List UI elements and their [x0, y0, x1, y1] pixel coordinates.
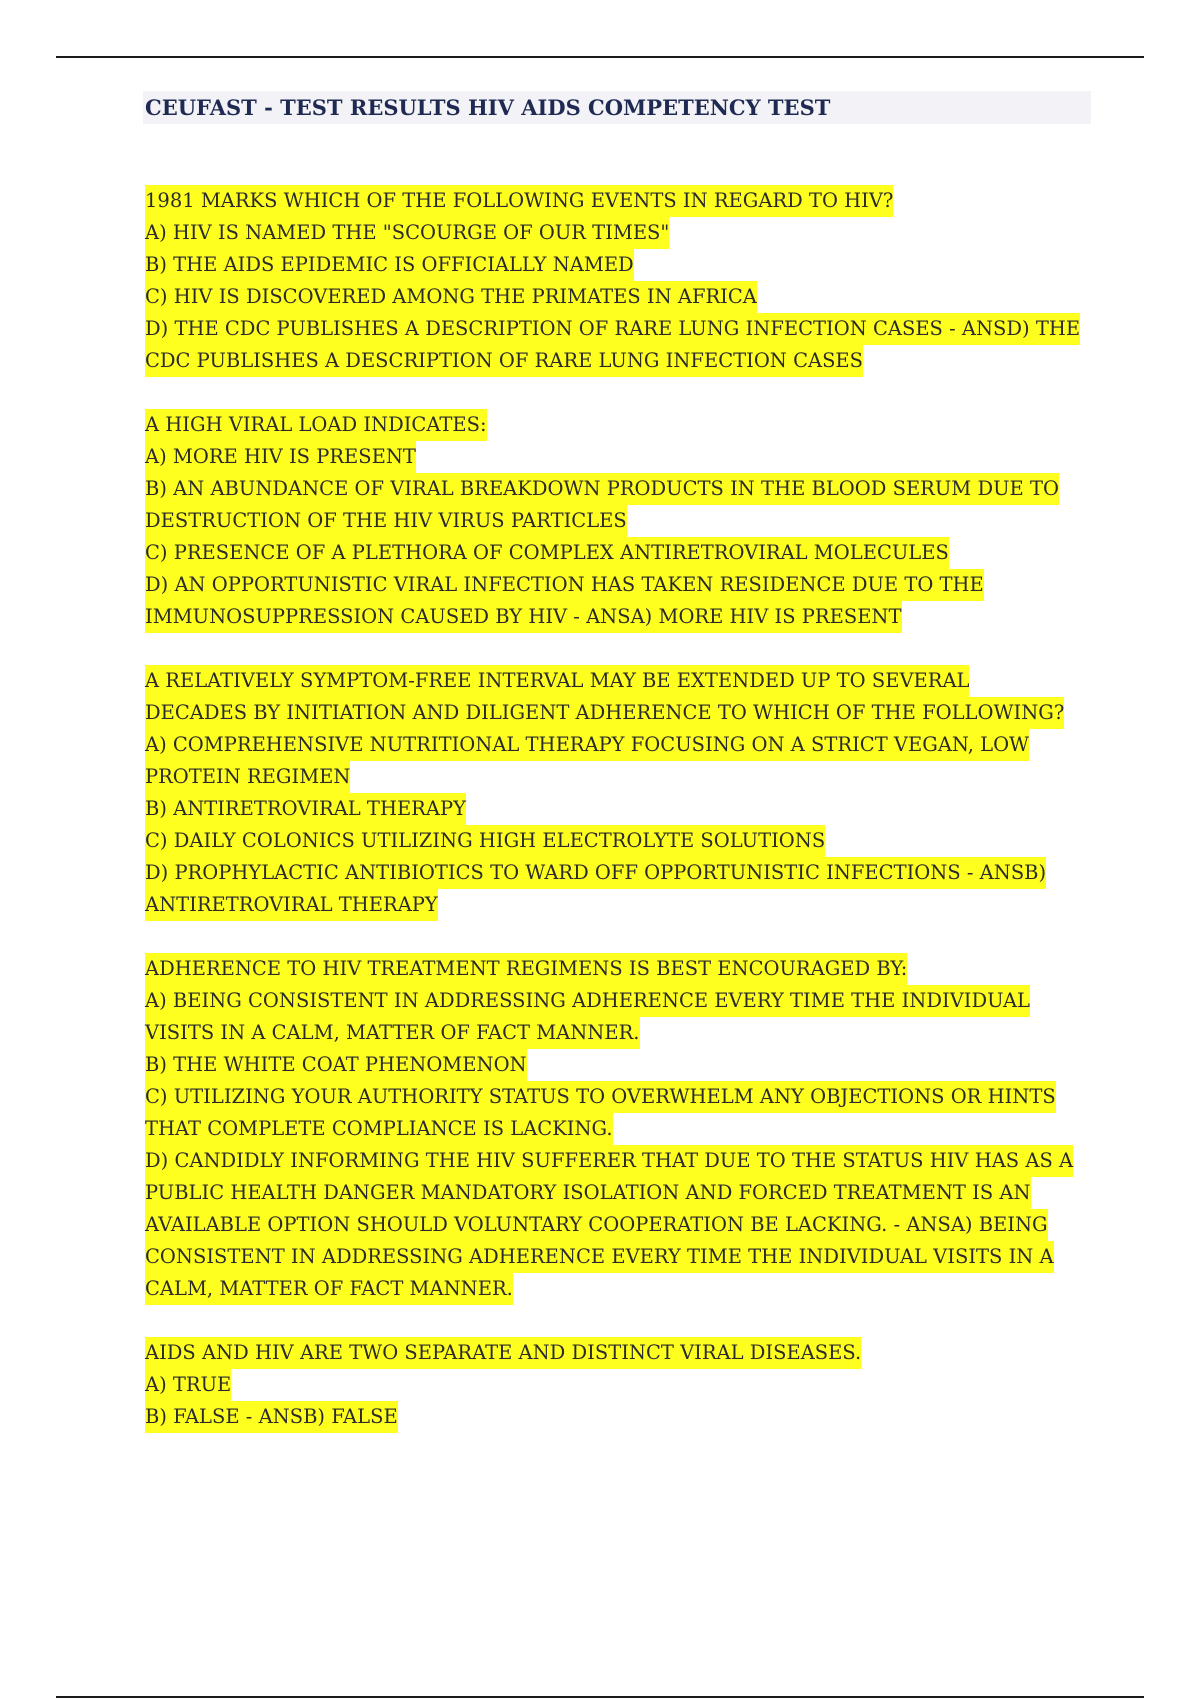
answer-key: B) FALSE - ANSB) FALSE [145, 1401, 398, 1433]
answer-option: C) UTILIZING YOUR AUTHORITY STATUS TO OVERWHELM ANY OBJECTIONS OR HINTS [145, 1081, 1056, 1113]
answer-option: C) DAILY COLONICS UTILIZING HIGH ELECTROLYTE SOLUTIONS [145, 825, 825, 857]
question-text: A HIGH VIRAL LOAD INDICATES: [145, 409, 487, 441]
answer-option: B) ANTIRETROVIRAL THERAPY [145, 793, 466, 825]
question-block-2 [145, 409, 1090, 633]
question-block-4 [145, 953, 1090, 1305]
qa-content [145, 185, 1090, 1465]
answer-option: THAT COMPLETE COMPLIANCE IS LACKING. [145, 1113, 613, 1145]
answer-option: PUBLIC HEALTH DANGER MANDATORY ISOLATION AND FORCED TREATMENT IS AN [145, 1177, 1031, 1209]
answer-option: PROTEIN REGIMEN [145, 761, 350, 793]
document-title: CEUFAST - TEST RESULTS HIV AIDS COMPETENCY TEST [143, 91, 1091, 124]
answer-option: A) BEING CONSISTENT IN ADDRESSING ADHERENCE EVERY TIME THE INDIVIDUAL [145, 985, 1030, 1017]
bottom-rule [56, 1696, 1144, 1698]
answer-option: VISITS IN A CALM, MATTER OF FACT MANNER. [145, 1017, 640, 1049]
question-text: 1981 MARKS WHICH OF THE FOLLOWING EVENTS IN REGARD TO HIV? [145, 185, 893, 217]
answer-key: IMMUNOSUPPRESSION CAUSED BY HIV - ANSA) MORE HIV IS PRESENT [145, 601, 902, 633]
question-text: A RELATIVELY SYMPTOM-FREE INTERVAL MAY BE EXTENDED UP TO SEVERAL [145, 665, 969, 697]
answer-option: C) PRESENCE OF A PLETHORA OF COMPLEX ANTIRETROVIRAL MOLECULES [145, 537, 949, 569]
answer-option: A) HIV IS NAMED THE "SCOURGE OF OUR TIMES" [145, 217, 669, 249]
answer-option: A) COMPREHENSIVE NUTRITIONAL THERAPY FOCUSING ON A STRICT VEGAN, LOW [145, 729, 1029, 761]
answer-option: A) TRUE [145, 1369, 231, 1401]
answer-key: ANTIRETROVIRAL THERAPY [145, 889, 438, 921]
answer-option: B) AN ABUNDANCE OF VIRAL BREAKDOWN PRODUCTS IN THE BLOOD SERUM DUE TO [145, 473, 1059, 505]
answer-key: CONSISTENT IN ADDRESSING ADHERENCE EVERY TIME THE INDIVIDUAL VISITS IN A [145, 1241, 1054, 1273]
answer-option: C) HIV IS DISCOVERED AMONG THE PRIMATES IN AFRICA [145, 281, 757, 313]
answer-key: CALM, MATTER OF FACT MANNER. [145, 1273, 513, 1305]
top-rule [56, 56, 1144, 58]
answer-option: DESTRUCTION OF THE HIV VIRUS PARTICLES [145, 505, 627, 537]
answer-option: D) THE CDC PUBLISHES A DESCRIPTION OF RARE LUNG INFECTION CASES - ANSD) THE [145, 313, 1080, 345]
question-text: ADHERENCE TO HIV TREATMENT REGIMENS IS BEST ENCOURAGED BY: [145, 953, 907, 985]
question-text: DECADES BY INITIATION AND DILIGENT ADHERENCE TO WHICH OF THE FOLLOWING? [145, 697, 1064, 729]
answer-key: CDC PUBLISHES A DESCRIPTION OF RARE LUNG INFECTION CASES [145, 345, 863, 377]
answer-option: D) CANDIDLY INFORMING THE HIV SUFFERER THAT DUE TO THE STATUS HIV HAS AS A [145, 1145, 1073, 1177]
question-text: AIDS AND HIV ARE TWO SEPARATE AND DISTINCT VIRAL DISEASES. [145, 1337, 861, 1369]
answer-option: A) MORE HIV IS PRESENT [145, 441, 416, 473]
answer-option: D) PROPHYLACTIC ANTIBIOTICS TO WARD OFF OPPORTUNISTIC INFECTIONS - ANSB) [145, 857, 1046, 889]
question-block-5 [145, 1337, 1090, 1433]
answer-option: D) AN OPPORTUNISTIC VIRAL INFECTION HAS TAKEN RESIDENCE DUE TO THE [145, 569, 984, 601]
answer-option: B) THE WHITE COAT PHENOMENON [145, 1049, 527, 1081]
answer-option: B) THE AIDS EPIDEMIC IS OFFICIALLY NAMED [145, 249, 634, 281]
answer-option: AVAILABLE OPTION SHOULD VOLUNTARY COOPERATION BE LACKING. - ANSA) BEING [145, 1209, 1048, 1241]
question-block-3 [145, 665, 1090, 921]
question-block-1 [145, 185, 1090, 377]
